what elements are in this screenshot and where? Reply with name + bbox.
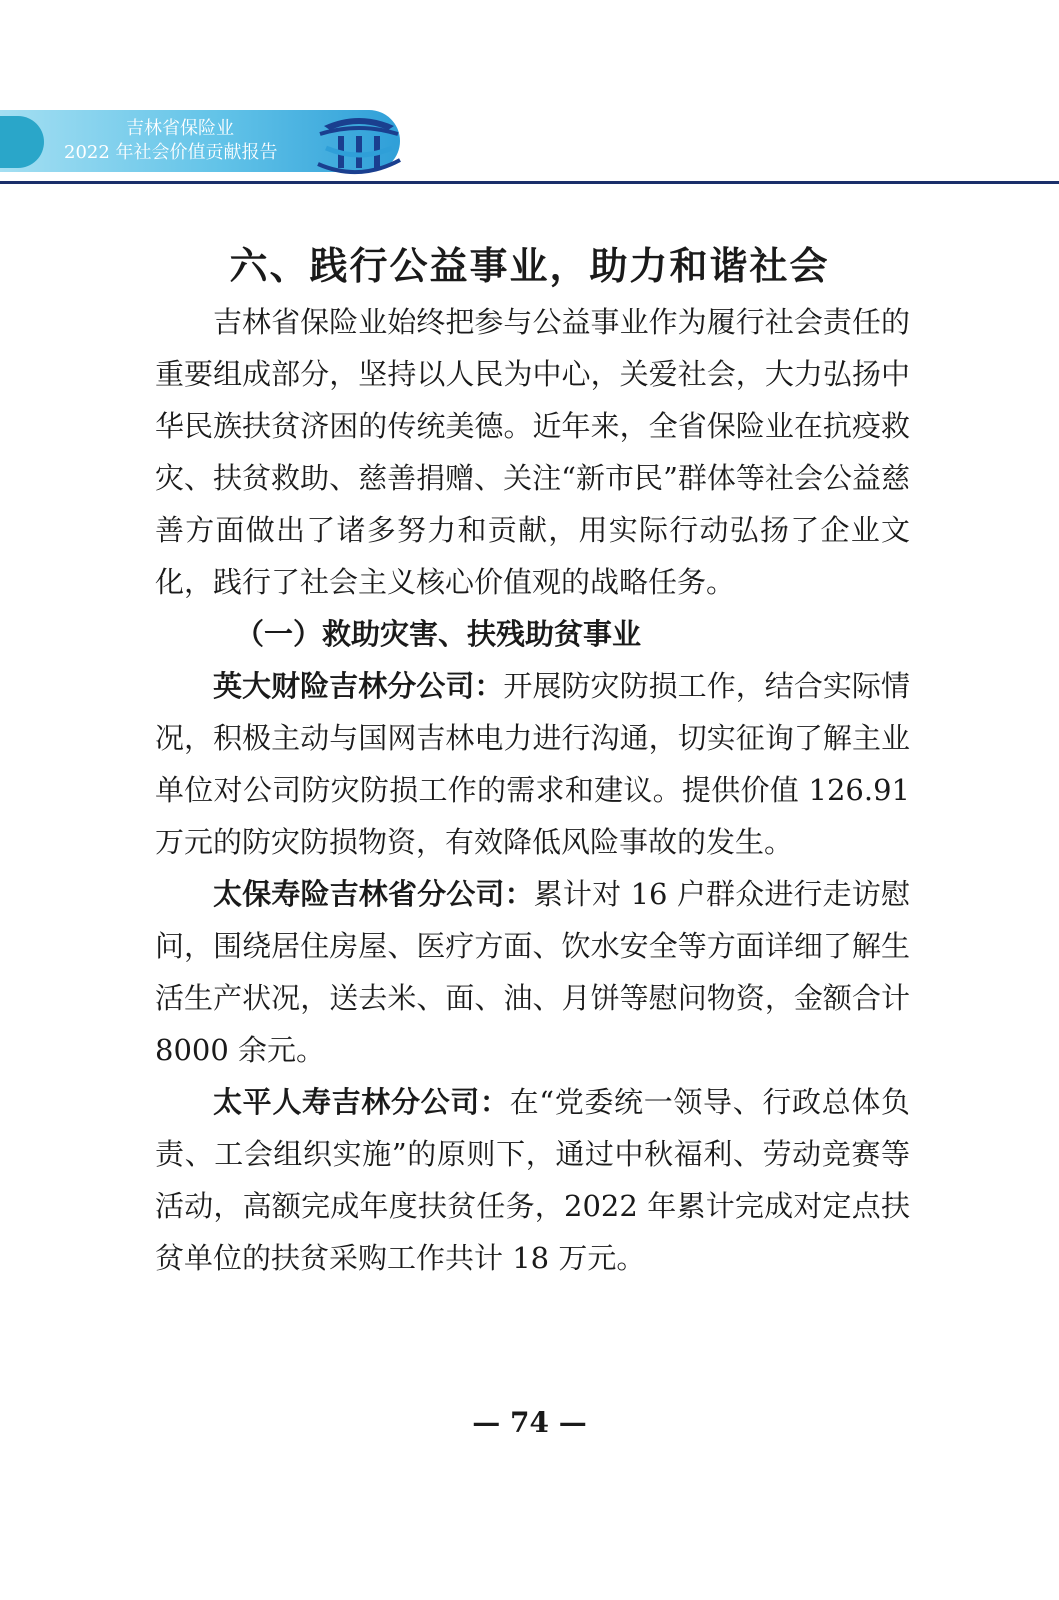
item-paragraph [155,1076,910,1284]
item-text: 累计对 16 户群众进行走访慰问，围绕居住房屋、医疗方面、饮水安全等方面详细了解生活生产状况，送去米、面、油、月饼等慰问物资，金额合计 8000 余元。 [155,877,910,1067]
section-title: 六、践行公益事业，助力和谐社会 [229,244,830,289]
header-title-line1: 吉林省保险业 [126,118,234,139]
item-text: 开展防灾防损工作，结合实际情况，积极主动与国网吉林电力进行沟通，切实征询了解主业单位对公司防灾防损工作的需求和建议。提供价值 126.91 万元的防灾防损物资，有效降低风险事故的发生。 [155,669,910,859]
header-title-line2: 2022 年社会价值贡献报告 [64,142,278,163]
report-header [0,100,1059,186]
item-paragraph [155,660,910,868]
page-number: — 74 — [472,1406,587,1439]
company-name: 太保寿险吉林省分公司： [213,877,534,911]
company-name: 太平人寿吉林分公司： [213,1085,510,1119]
pavilion-logo-icon [316,104,402,178]
page-content [155,296,910,1284]
subsection-heading: （一）救助灾害、扶残助贫事业 [235,617,642,651]
company-name: 英大财险吉林分公司： [213,669,504,703]
intro-paragraph: 吉林省保险业始终把参与公益事业作为履行社会责任的重要组成部分，坚持以人民为中心，关爱社会，大力弘扬中华民族扶贫济困的传统美德。近年来，全省保险业在抗疫救灾、扶贫救助、慈善捐赠、关注“新市民”群体等社会公益慈善方面做出了诸多努力和贡献，用实际行动弘扬了企业文化，践行了社会主义核心价值观的战略任务。 [155,305,910,599]
item-text: 在“党委统一领导、行政总体负责、工会组织实施”的原则下，通过中秋福利、劳动竞赛等活动，高额完成年度扶贫任务，2022 年累计完成对定点扶贫单位的扶贫采购工作共计 18 万元。 [155,1085,910,1275]
header-rule [0,181,1059,184]
item-paragraph [155,868,910,1076]
